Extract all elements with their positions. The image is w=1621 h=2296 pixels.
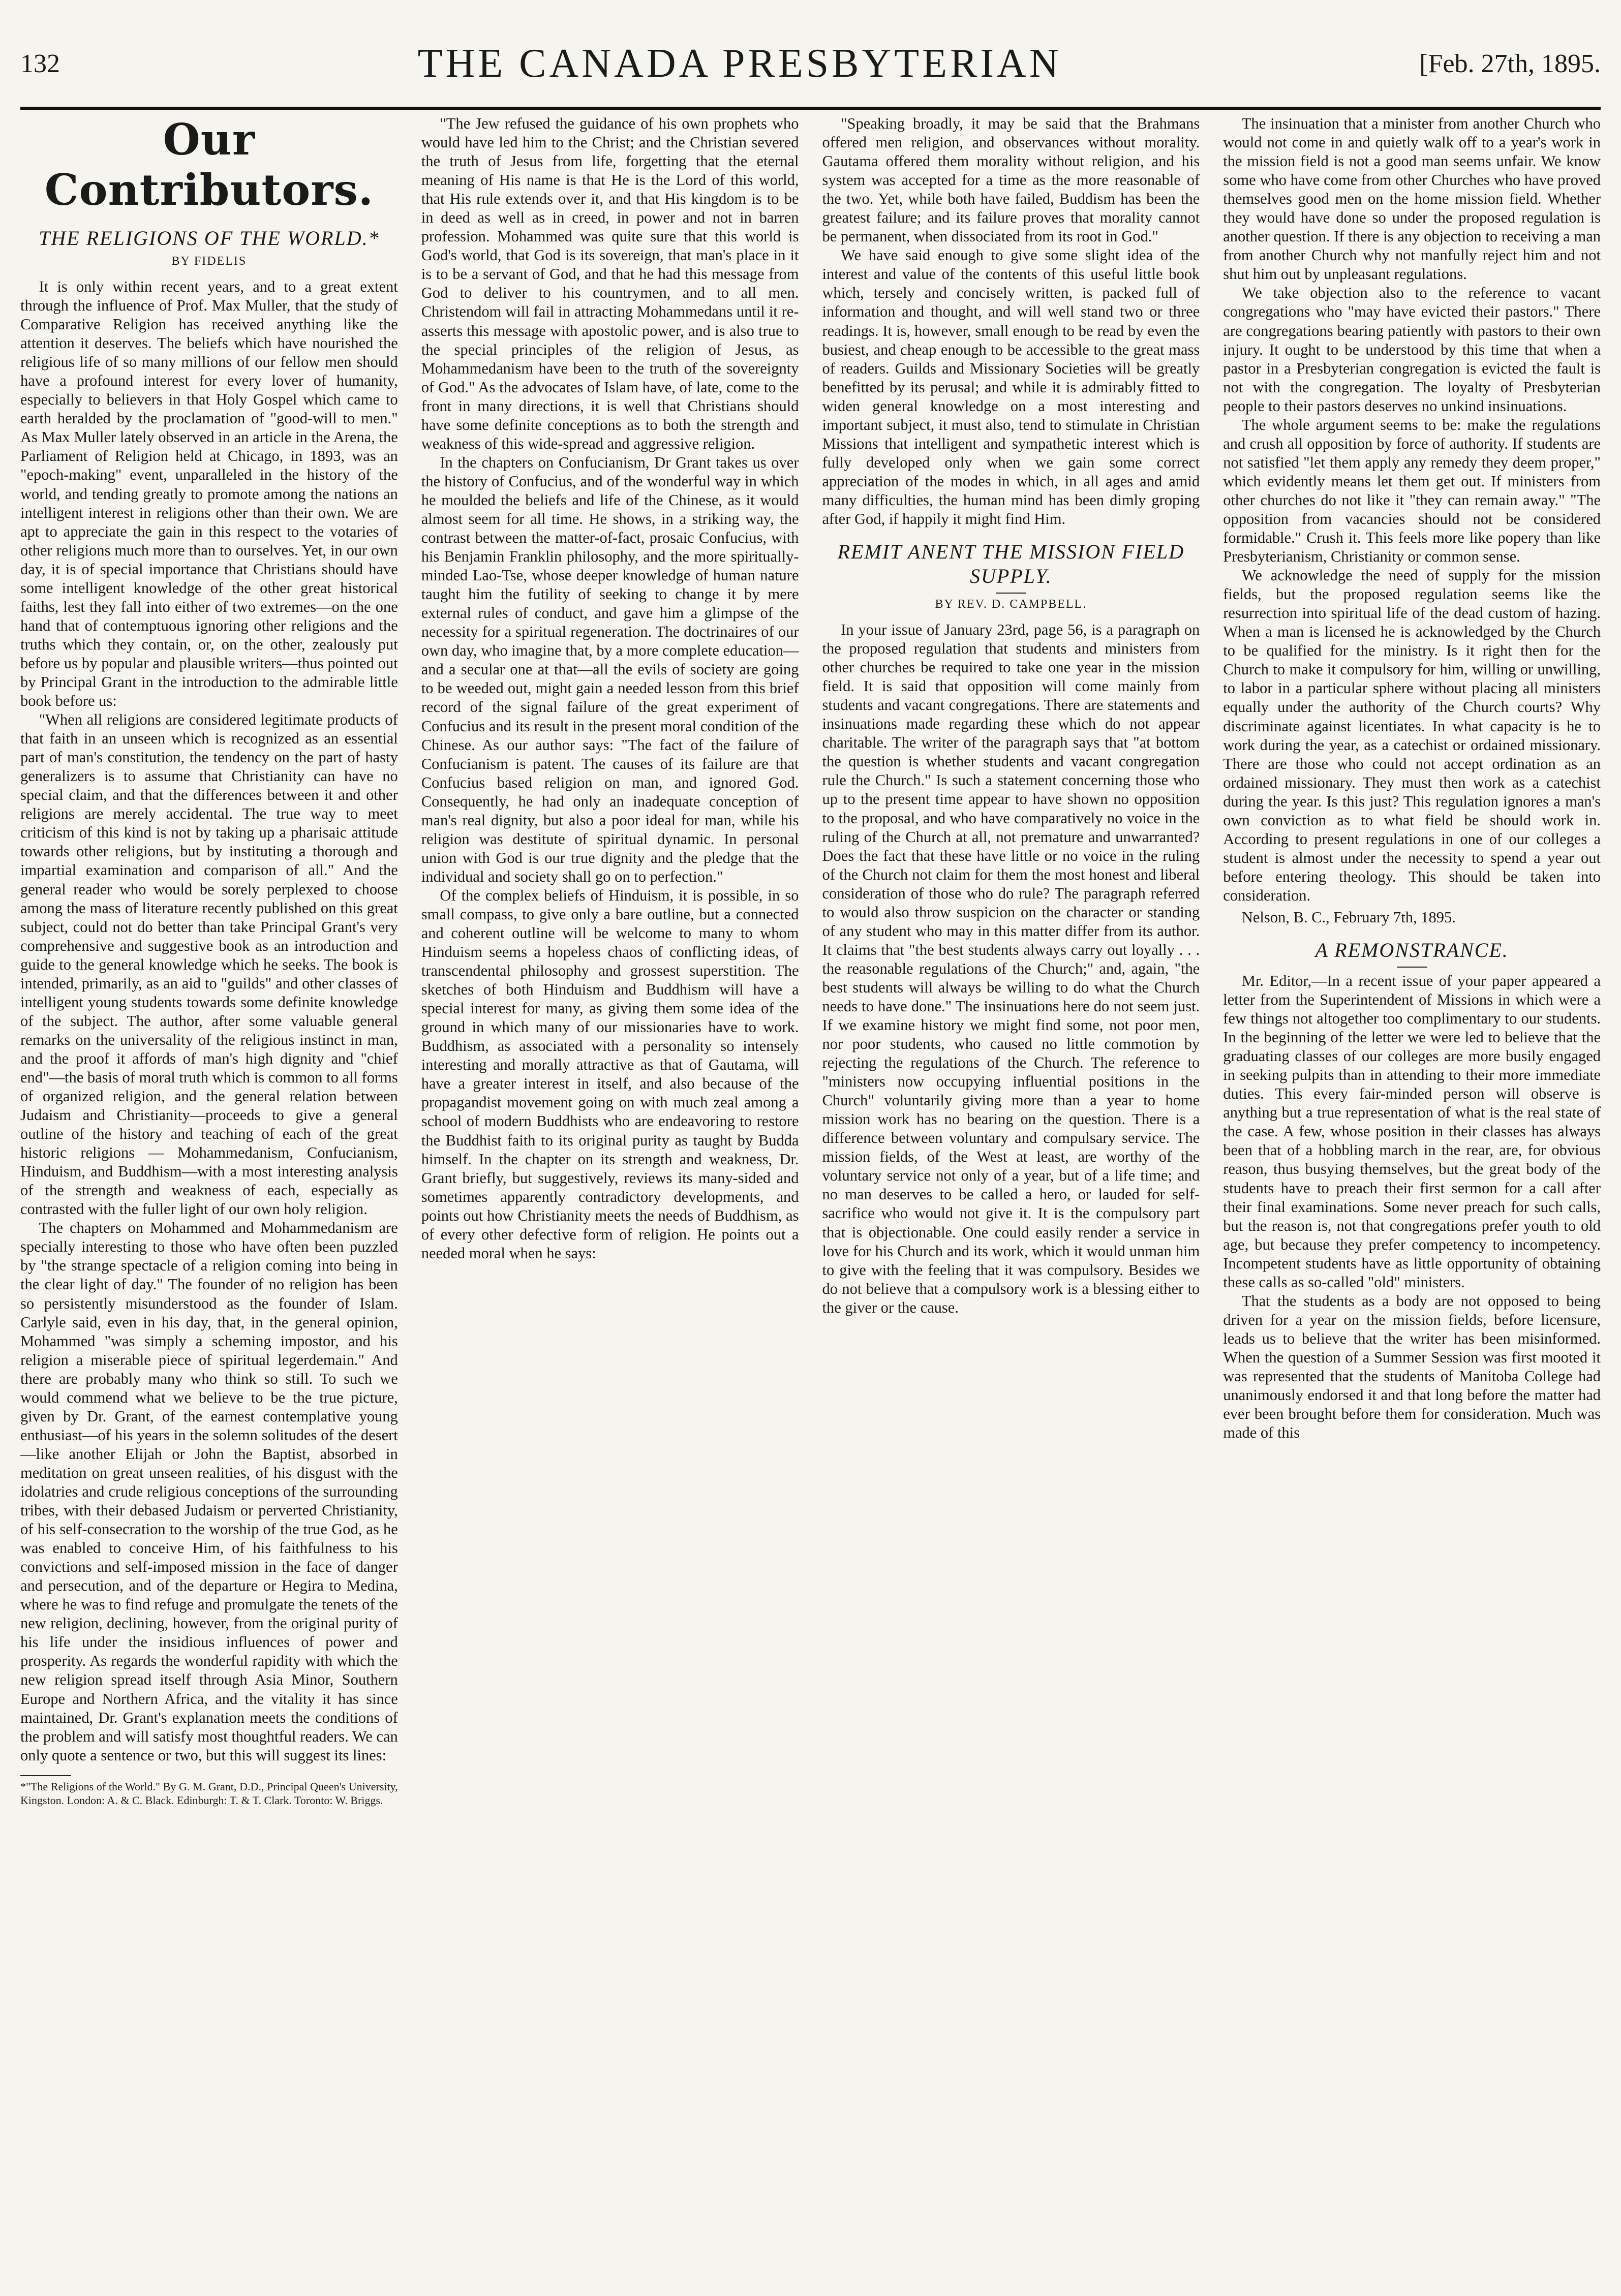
article-paragraph: The chapters on Mohammed and Mohammedanism are specially interesting to those who have often been puzzled by "the strange spectacle of a religion coming into being in the clear light of day." The founder of no religion has been so persistently misunderstood as the founder of Islam. Carlyle said, even in his day, that, in the general opinion, Mohammed "was simply a scheming impostor, and his religion a miserable piece of spiritual legerdemain." And there are probably many who think so still. To such we would commend what we believe to be the true picture, given by Dr. Grant, of the earnest contemplative young enthusiast—of his years in the solemn solitudes of the desert—like another Elijah or John the Baptist, absorbed in meditation on great unseen realities, of his disgust with the idolatries and crude religious conceptions of the surrounding tribes, with their debased Judaism or perverted Christianity, of his self-consecration to the worship of the true God, as he was enabled to conceive Him, of his faithfulness to his convictions and self-imposed mission in the face of danger and persecution, and of the departure or Hegira to Medina, where he was to find refuge and promulgate the tenets of the new religion, declining, however, from the original purity of his life under the insidious influences of power and prosperity. As regards the wonderful rapidity with which the new religion spread itself through Asia Minor, Southern Europe and Northern Africa, and the vitality it has since maintained, Dr. Grant's explanation meets the conditions of the problem and will satisfy most thoughtful readers. We can only quote a sentence or two, but this will suggest its lines: (20, 1219, 398, 1764)
article-paragraph: Mr. Editor,—In a recent issue of your paper appeared a letter from the Superintendent of Missions in which were a few things not altogether too complimentary to our students. In the beginning of the letter we were led to believe that the graduating classes of our colleges are more busily engaged in seeking pulpits than in attending to their more immediate duties. This every fair-minded person will observe is anything but a true representation of what is the real state of the case. A few, whose position in their classes has always been that of a hobbling march in the rear, are, for obvious reason, thus busying themselves, but the great body of the students have to preach their first sermon for a call after their final examinations. Some never preach for such calls, but the reason is, not that congregations prefer youth to old age, but because they prefer competency to incompetency. Incompetent students have as little opportunity of obtaining these calls as so-called "old" ministers. (1223, 972, 1601, 1291)
article-paragraph: It is only within recent years, and to a great extent through the influence of Prof. Max Muller, that the study of Comparative Religion has received anything like the attention it deserves. The beliefs which have nourished the religious life of so many millions of our fellow men should have a profound interest for every lover of humanity, especially to believers in that Holy Gospel which came to earth heralded by the proclamation of "good-will to men." As Max Muller lately observed in an article in the Arena, the Parliament of Religion held at Chicago, in 1893, was an "epoch-making" event, unparalleled in the history of the world, and tending greatly to promote among the nations an intelligent interest in religions other than their own. We are apt to appreciate the gain in this respect to the votaries of other religions much more than to ourselves. Yet, in our own day, it is of special importance that Christians should have some intelligent knowledge of the other great historical faiths, lest they fall into either of two extremes—on the one hand that of contemptuous ignoring other religions and the truths which they contain, or, on the other, zealously put before us by popular and plausible writers—thus pointed out by Principal Grant in the introduction to the admirable little book before us: (20, 278, 398, 710)
article-paragraph: "Speaking broadly, it may be said that the Brahmans offered men religion, and observances without morality. Gautama offered them morality without religion, and his system was accepted for a time as the more reasonable of the two. Yet, while both have failed, Buddism has been the greatest failure; and its failure proves that morality cannot be permanent, when dissociated from its root in God." (822, 115, 1200, 245)
article-paragraph: The insinuation that a minister from another Church who would not come in and quietly walk off to a year's work in the mission field is not a good man seems unfair. We know some who have come from other Churches who have proved themselves good men on the home mission field. Whether they would have done so under the proposed regulation is another question. If there is any objection to receiving a man from another Church why not manfully reject him and not shut him out by unpleasant regulations. (1223, 115, 1601, 283)
masthead: THE CANADA PRESBYTERIAN (417, 41, 1062, 86)
article-paragraph: "The Jew refused the guidance of his own prophets who would have led him to the Christ; and the Christian severed the truth of Jesus from life, forgetting that the eternal meaning of His name is that He is the Lord of this world, that His rule extends over it, and that His kingdom is to be in deed as well as in creed, in power and not in barren profession. Mohammed was quite sure that this world is God's world, that God is its sovereign, that man's place in it is to be a servant of God, and that he had this message from God to deliver to his countrymen, and to all men. Christendom will fail in attracting Mohammedans until it re-asserts this message with apostolic power, and is also true to the special principles of the religion of Jesus, as Mohammedanism have been to the truth of the sovereignty of God." As the advocates of Islam have, of late, come to the front in many directions, it is well that Christians should have some definite conceptions as to both the strength and weakness of this wide-spread and aggressive religion. (421, 115, 799, 452)
article-title: A REMONSTRANCE. (1315, 939, 1509, 962)
column-2 (421, 114, 799, 2281)
footnote: *"The Religions of the World." By G. M. Grant, D.D., Principal Queen's University, Kingston. London: A. & C. Black. Edinburgh: T. & T. Clark. Toronto: W. Briggs. (20, 1780, 398, 1807)
article-paragraph: That the students as a body are not opposed to being driven for a year on the mission fields, before licensure, leads us to believe that the writer has been misinformed. When the question of a Summer Session was first mooted it was represented that the students of Manitoba College had unanimously endorsed it and that long before the matter had ever been brought before them for consideration. Much was made of this (1223, 1292, 1601, 1442)
article-paragraph: We have said enough to give some slight idea of the interest and value of the contents of this useful little book which, tersely and concisely written, is packed full of information and thought, and will well stand two or three readings. It is, however, small enough to be read by even the busiest, and cheap enough to be accessible to the great mass of readers. Guilds and Missionary Societies will be greatly benefitted by its perusal; and while it is admirably fitted to widen general knowledge on a most interesting and important subject, it must also, tend to stimulate in Christian Missions that intelligent and sympathetic interest which is fully developed only when we gain some correct appreciation of the modes in which, in all ages and amid many difficulties, the human mind has been dimly groping after God, if happily it might find Him. (822, 246, 1200, 528)
page-number: 132 (20, 49, 60, 78)
footnote-divider (20, 1775, 71, 1776)
article-title: REMIT ANENT THE MISSION FIELD SUPPLY. (837, 540, 1185, 588)
article-title: THE RELIGIONS OF THE WORLD.* (39, 227, 380, 250)
columns (20, 114, 1601, 2281)
article-paragraph: Of the complex beliefs of Hinduism, it is possible, in so small compass, to give only a bare outline, but a connected and coherent outline will be welcome to many to whom Hinduism seems a hopeless chaos of conflicting ideas, of transcendental philosophy and grossest superstition. The sketches of both Hinduism and Buddhism will have a special interest for many, as giving them some idea of the ground in which many of our missionaries have to work. Buddhism, as associated with a personality so intensely interesting and morally attractive as that of Gautama, will have a greater interest in itself, and also because of the propagandist movement going on with much zeal among a school of modern Buddhists who are endeavoring to restore the Buddhist faith to its original purity as taught by Budda himself. In the chapter on its strength and weakness, Dr. Grant briefly, but suggestively, reviews its many-sided and sometimes apparently contradictory developments, and points out how Christianity meets the needs of Buddhism, as of every other defective form of religion. He points out a needed moral when he says: (421, 886, 799, 1262)
title-divider (996, 593, 1026, 594)
column-1 (20, 114, 398, 2281)
article-paragraph: We acknowledge the need of supply for the mission fields, but the proposed regulation seems like the resurrection into spiritual life of the dead custom of hazing. When a man is licensed he is acknowledged by the Church to be qualified for the ministry. Is it right then for the Church to make it compulsory for him, willing or unwilling, to labor in a particular sphere without placing all ministers equally under the authority of the Church courts? Why discriminate against licentiates. In what capacity is he to work during the year, as a catechist or ordained missionary. There are those who could not accept ordination as an ordained missionary. They must then work as a catechist during the year. Is this just? This regulation ignores a man's own conviction as to what field be should work in. According to present regulations in one of our colleges a student is almost under the necessity to spend a year out before entering theology. This should be taken into consideration. (1223, 567, 1601, 904)
column-3 (822, 114, 1200, 2281)
page-header (20, 20, 1601, 110)
article-paragraph: "When all religions are considered legitimate products of that faith in an unseen which is recognized as an essential part of man's constitution, the tendency on the part of hasty generalizers is to assume that Christianity can have no special claim, and that the differences between it and other religions are merely accidental. The true way to meet criticism of this kind is not by taking up a pharisaic attitude towards other religions, but by instituting a thorough and impartial examination and comparison of all." And the general reader who would be sorely perplexed to choose among the mass of literature recently published on this great subject, could not do better than take Principal Grant's very comprehensive and suggestive book as an introduction and guide to the general knowledge which he seeks. The book is intended, primarily, as an aid to "guilds" and other classes of intelligent young students towards some definite knowledge of the subject. The author, after some valuable general remarks on the universality of the religious instinct in man, and the proof it affords of man's high dignity and "chief end"—the basis of moral truth which is common to all forms of organized religion, and the general relation between Judaism and Christianity—proceeds to give a general outline of the history and teaching of each of the great historic religions — Mohammedanism, Confucianism, Hinduism, and Buddhism—with a most interesting analysis of the strength and weakness of each, especially as contrasted with the fuller light of our own holy religion. (20, 711, 398, 1218)
column-4 (1223, 114, 1601, 2281)
article-byline: BY REV. D. CAMPBELL. (935, 598, 1087, 611)
article-paragraph: In the chapters on Confucianism, Dr Grant takes us over the history of Confucius, and of the wonderful way in which he moulded the beliefs and life of the Chinese, as it would almost seem for all time. He shows, in a striking way, the contrast between the matter-of-fact, prosaic Confucius, with his Benjamin Franklin philosophy, and the more spiritually-minded Lao-Tse, whose deeper knowledge of human nature taught him the futility of seeking to change it by mere external rules of conduct, and gave him a glimpse of the necessity for a spiritual regeneration. The doctrinaires of our own day, who imagine that, by a more complete education—and a secular one at that—all the evils of society are going to be weeded out, might gain a needed lesson from this brief record of the signal failure of the great experiment of Confucius and its result in the present moral condition of the Chinese. As our author says: "The fact of the failure of Confucianism is patent. The causes of its failure are that Confucius based religion on man, and ignored God. Consequently, he had only an inadequate conception of man's real dignity, but also a poor ideal for man, while his religion was destitute of spiritual dynamic. In personal union with God is our true dignity and the pledge that the individual and society shall go on to perfection." (421, 453, 799, 885)
issue-date: [Feb. 27th, 1895. (1419, 49, 1601, 78)
title-divider (1397, 967, 1427, 968)
article-paragraph: In your issue of January 23rd, page 56, is a paragraph on the proposed regulation that students and ministers from other churches be required to take one year in the mission field. It is said that opposition will come mainly from students and vacant congregations. There are statements and insinuations made regarding these which do not appear charitable. The writer of the paragraph says that "at bottom the question is whether students and vacant congregation rule the Church." Is such a statement concerning those who up to the present time appear to have shown no opposition to the proposal, and who have comparatively no voice in the ruling of the Church at all, not premature and unwarranted? Does the fact that these have little or no voice in the ruling of the Church not claim for them the most honest and liberal consideration of those who do rule? The paragraph referred to would also throw suspicion on the character or standing of any student who may in this matter differ from its author. It claims that "the best students always carry out loyally . . . the reasonable regulations of the Church;" and, again, "the best students will always be willing to do what the Church needs to have done." The insinuations here do not seem just. If we examine history we might find some, not poor men, nor poor students, who caused no little commotion by rejecting the regulations of the Church. The reference to "ministers now occupying influential positions in the Church" voluntarily giving more than a year to home mission work has no bearing on the question. There is a difference between voluntary and compulsary service. The mission fields, of the West at least, are worthy of the voluntary service not only of a year, but of a life time; and no man deserves to be called a hero, or lauded for self-sacrifice who would not give it. It is the compulsory part that is objectionable. One could easily render a service in love for his Church and its work, which it would unman him to give with the feeling that it was compulsory. Besides we do not believe that a compulsory work is a blessing either to the giver or the cause. (822, 621, 1200, 1316)
article-signoff: Nelson, B. C., February 7th, 1895. (1241, 908, 1456, 926)
article-paragraph: We take objection also to the reference to vacant congregations who "may have evicted their pastors." There are congregations bearing patiently with pastors to their own injury. It ought to be understood by this time that when a pastor in a Presbyterian congregation is evicted the fault is not with the congregation. The loyalty of Presbyterian people to their pastors deserves no unkind insinuations. (1223, 284, 1601, 415)
section-heading: Our Contributors. (44, 114, 374, 215)
article-paragraph: The whole argument seems to be: make the regulations and crush all opposition by force of authority. If students are not satisfied "let them apply any remedy they deem proper," which evidently means let them get out. If ministers from other churches do not like it "they can remain away." "The opposition from vacancies should not be considered formidable." Crush it. This feels more like popery than like Presbyterianism, Christianity or common sense. (1223, 416, 1601, 566)
article-byline: BY FIDELIS (171, 255, 247, 268)
